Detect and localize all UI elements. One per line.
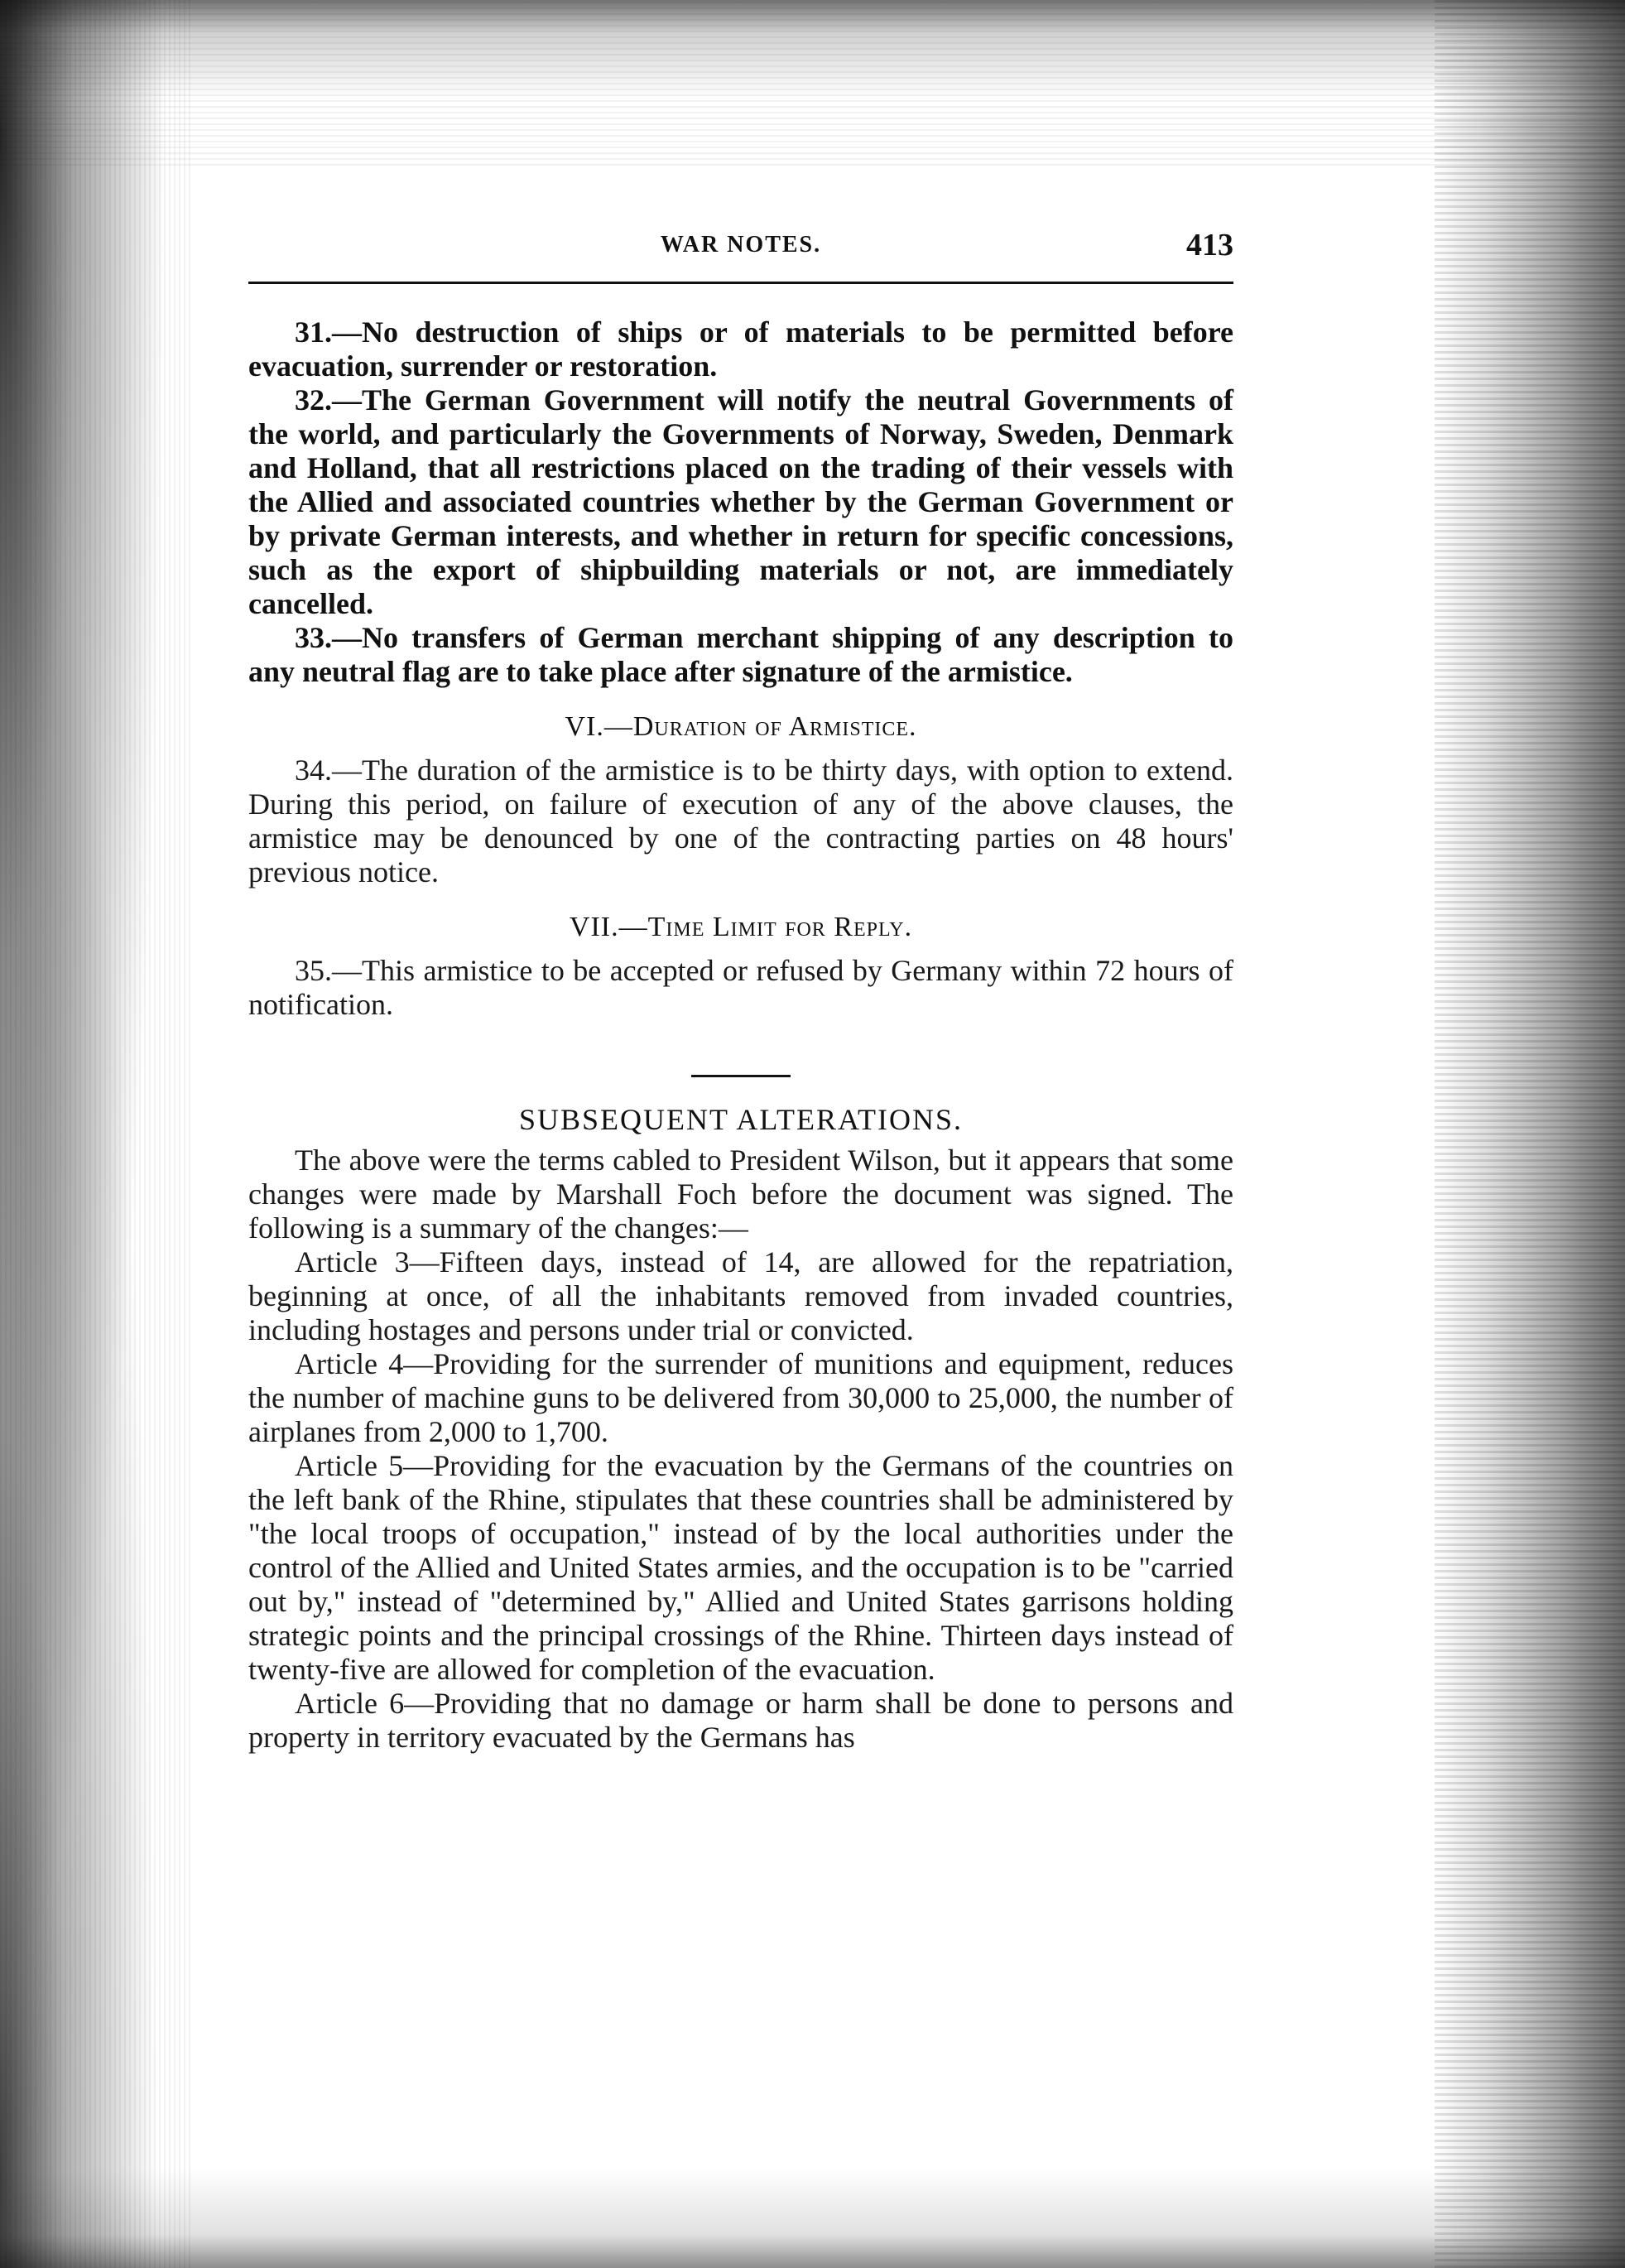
section-heading-vii: VII.—Time Limit for Reply. bbox=[569, 912, 913, 942]
scan-left-edge bbox=[0, 0, 190, 2268]
alterations-heading: SUBSEQUENT ALTERATIONS. bbox=[518, 1103, 964, 1136]
article-6-paragraph: Article 6—Providing that no damage or harm shall be done to persons and property in territory evacuated by the Germans has bbox=[248, 1687, 1233, 1754]
page-text-block bbox=[248, 224, 1233, 1755]
article-3-paragraph: Article 3—Fifteen days, instead of 14, are allowed for the repatriation, beginning at once, of all the inhabitants removed from invaded countries, including hostages and persons under trial or convicted. bbox=[248, 1245, 1233, 1346]
section-divider bbox=[691, 1075, 791, 1077]
page-number: 413 bbox=[1186, 228, 1233, 262]
article-5-paragraph: Article 5—Providing for the evacuation by the Germans of the countries on the left bank of the Rhine, stipulates that these countries shall be administered by "the local troops of occupation," instead of by the local authorities under the control of the Allied and United States armies, and the occupation is to be "carried out by," instead of "determined by," Allied and United States garrisons holding strategic points and the principal crossings of the Rhine. Thirteen days instead of twenty-five are allowed for completion of the evacuation. bbox=[248, 1449, 1233, 1686]
paragraph-35: 35.—This armistice to be accepted or refused by Germany within 72 hours of notification. bbox=[248, 954, 1233, 1021]
section-heading-vi: VI.—Duration of Armistice. bbox=[565, 711, 917, 742]
page-header bbox=[248, 224, 1233, 277]
article-4-paragraph: Article 4—Providing for the surrender of munitions and equipment, reduces the number of machine guns to be delivered from 30,000 to 25,000, the number of airplanes from 2,000 to 1,700. bbox=[248, 1347, 1233, 1448]
scan-right-edge bbox=[1435, 0, 1625, 2268]
running-head: WAR NOTES. bbox=[660, 232, 822, 258]
scan-top-edge bbox=[0, 0, 1625, 166]
paragraph-32: 32.—The German Government will notify the neutral Governments of the world, and particularly the Governments of Norway, Sweden, Denmark and Holland, that all restrictions placed on the trading of their vessels with the Allied and associated countries whether by the German Government or by private German interests, and whether in return for specific concessions, such as the export of shipbuilding materials or not, are immediately cancelled. bbox=[248, 383, 1233, 620]
paragraph-31: 31.—No destruction of ships or of materials to be permitted before evacuation, surrender or restoration. bbox=[248, 315, 1233, 383]
scan-bottom-edge bbox=[0, 2160, 1625, 2268]
alterations-intro: The above were the terms cabled to President Wilson, but it appears that some changes were made by Marshall Foch before the document was signed. The following is a summary of the changes:— bbox=[248, 1144, 1233, 1245]
paragraph-33: 33.—No transfers of German merchant shipping of any description to any neutral flag are to take place after signature of the armistice. bbox=[248, 621, 1233, 688]
header-rule bbox=[248, 282, 1233, 284]
paragraph-34: 34.—The duration of the armistice is to be thirty days, with option to extend. During this period, on failure of execution of any of the above clauses, the armistice may be denounced by one of the contracting parties on 48 hours' previous notice. bbox=[248, 754, 1233, 888]
